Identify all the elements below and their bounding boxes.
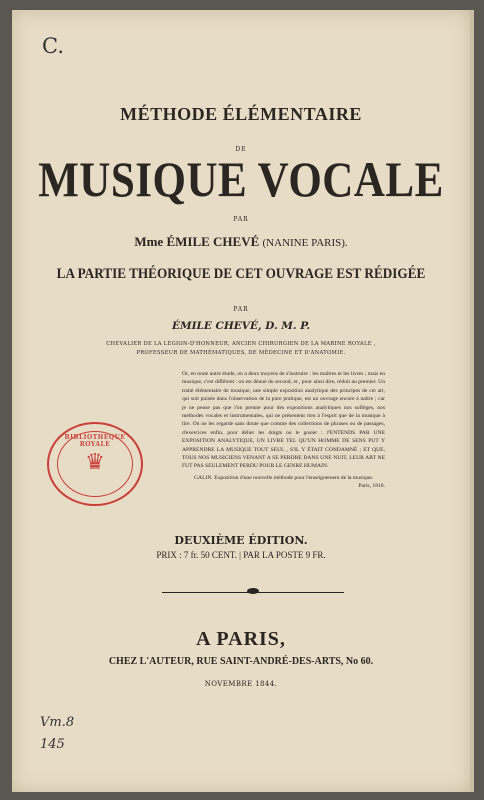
title-line-1: MÉTHODE ÉLÉMENTAIRE	[120, 104, 362, 124]
divider-ornament	[247, 588, 259, 594]
coauthor-title-line: PROFESSEUR DE MATHÉMATIQUES, DE MÉDECINE ET D'ANATOMIE.	[136, 350, 346, 356]
crown-icon: ♛	[85, 450, 105, 475]
coauthor: ÉMILE CHEVÉ, D. M. P.	[171, 320, 311, 332]
edition: DEUXIÈME ÉDITION.	[174, 534, 308, 547]
quote-date: Paris, 1818.	[358, 483, 385, 490]
by-label: PAR	[233, 216, 249, 223]
author-name: ÉMILE CHEVÉ	[166, 234, 260, 249]
coauthor-titles	[12, 340, 470, 358]
subtitle: LA PARTIE THÉORIQUE DE CET OUVRAGE EST RÉDIGÉE	[56, 266, 426, 282]
shelfmark	[40, 712, 74, 756]
title-page	[12, 10, 474, 792]
quote-signature: GALIN. Exposition d'une nouvelle méthode pour l'enseignement de la musique.	[194, 474, 374, 481]
publisher: CHEZ L'AUTEUR, RUE SAINT-ANDRÉ-DES-ARTS, No 60.	[108, 656, 374, 667]
main-title: MUSIQUE VOCALE	[38, 153, 444, 208]
city: A PARIS,	[196, 628, 286, 650]
author-prefix: Mme	[134, 234, 164, 249]
shelfmark-line: Vm.8	[40, 715, 75, 730]
author-line	[12, 234, 470, 250]
library-stamp	[47, 422, 143, 506]
author-alias: (NANINE PARIS).	[262, 237, 348, 249]
stamp-text: BIBLIOTHEQUE ROYALE	[64, 434, 126, 448]
by-label-2: PAR	[233, 306, 249, 313]
quote-text: Or, en toute autre étude, on a deux moyens de s'instruire : les maîtres et les livres ; mais en musique, c'est différent : on est dénué du second, et , pour ainsi dire, réduit au premier. Un traité élémentaire de musique, une simple exposition analytique des principes de cet art, qui soit puisée dans l'observation de la pure pratique, est un ouvrage encore à naître ; car je ne pense pas que l'on prenne pour des expositions analytiques nos solféges, nos méthodes vocales et instrumentales, qui ne présentent rien à l'esprit que de la musique à lire. On ne les regarde sans doute que comme des collections de phrases ou de passages, d'exercices enfin, pour délier les doigts ou le gosier : J'ENTENDS PAR UNE EXPOSITION ANALYTIQUE, UN LIVRE TEL QU'UN HOMME DE SENS PUT Y APPRENDRE LA MUSIQUE TOUT SEUL , S'IL Y ÉTAIT CONDAMNÉ ; ET QUE, TOUS NOS MUSICIENS VENANT A SE PERDRE DANS UNE NUIT, LEUR ART NE FUT PAS SEULEMENT PERDU POUR LE GENRE HUMAIN.	[182, 371, 385, 470]
publication-date: NOVEMBRE 1844.	[204, 680, 278, 688]
corner-mark: C.	[42, 34, 64, 58]
epigraph-quote	[182, 370, 385, 491]
price: PRIX : 7 fr. 50 CENT. | PAR LA POSTE 9 FR.	[156, 550, 326, 560]
title-connector: DE	[235, 146, 247, 153]
shelfmark-line: 145	[40, 737, 65, 752]
coauthor-title-line: CHEVALIER DE LA LÉGION-D'HONNEUR, ANCIEN CHIRURGIEN DE LA MARINE ROYALE ,	[106, 341, 376, 347]
